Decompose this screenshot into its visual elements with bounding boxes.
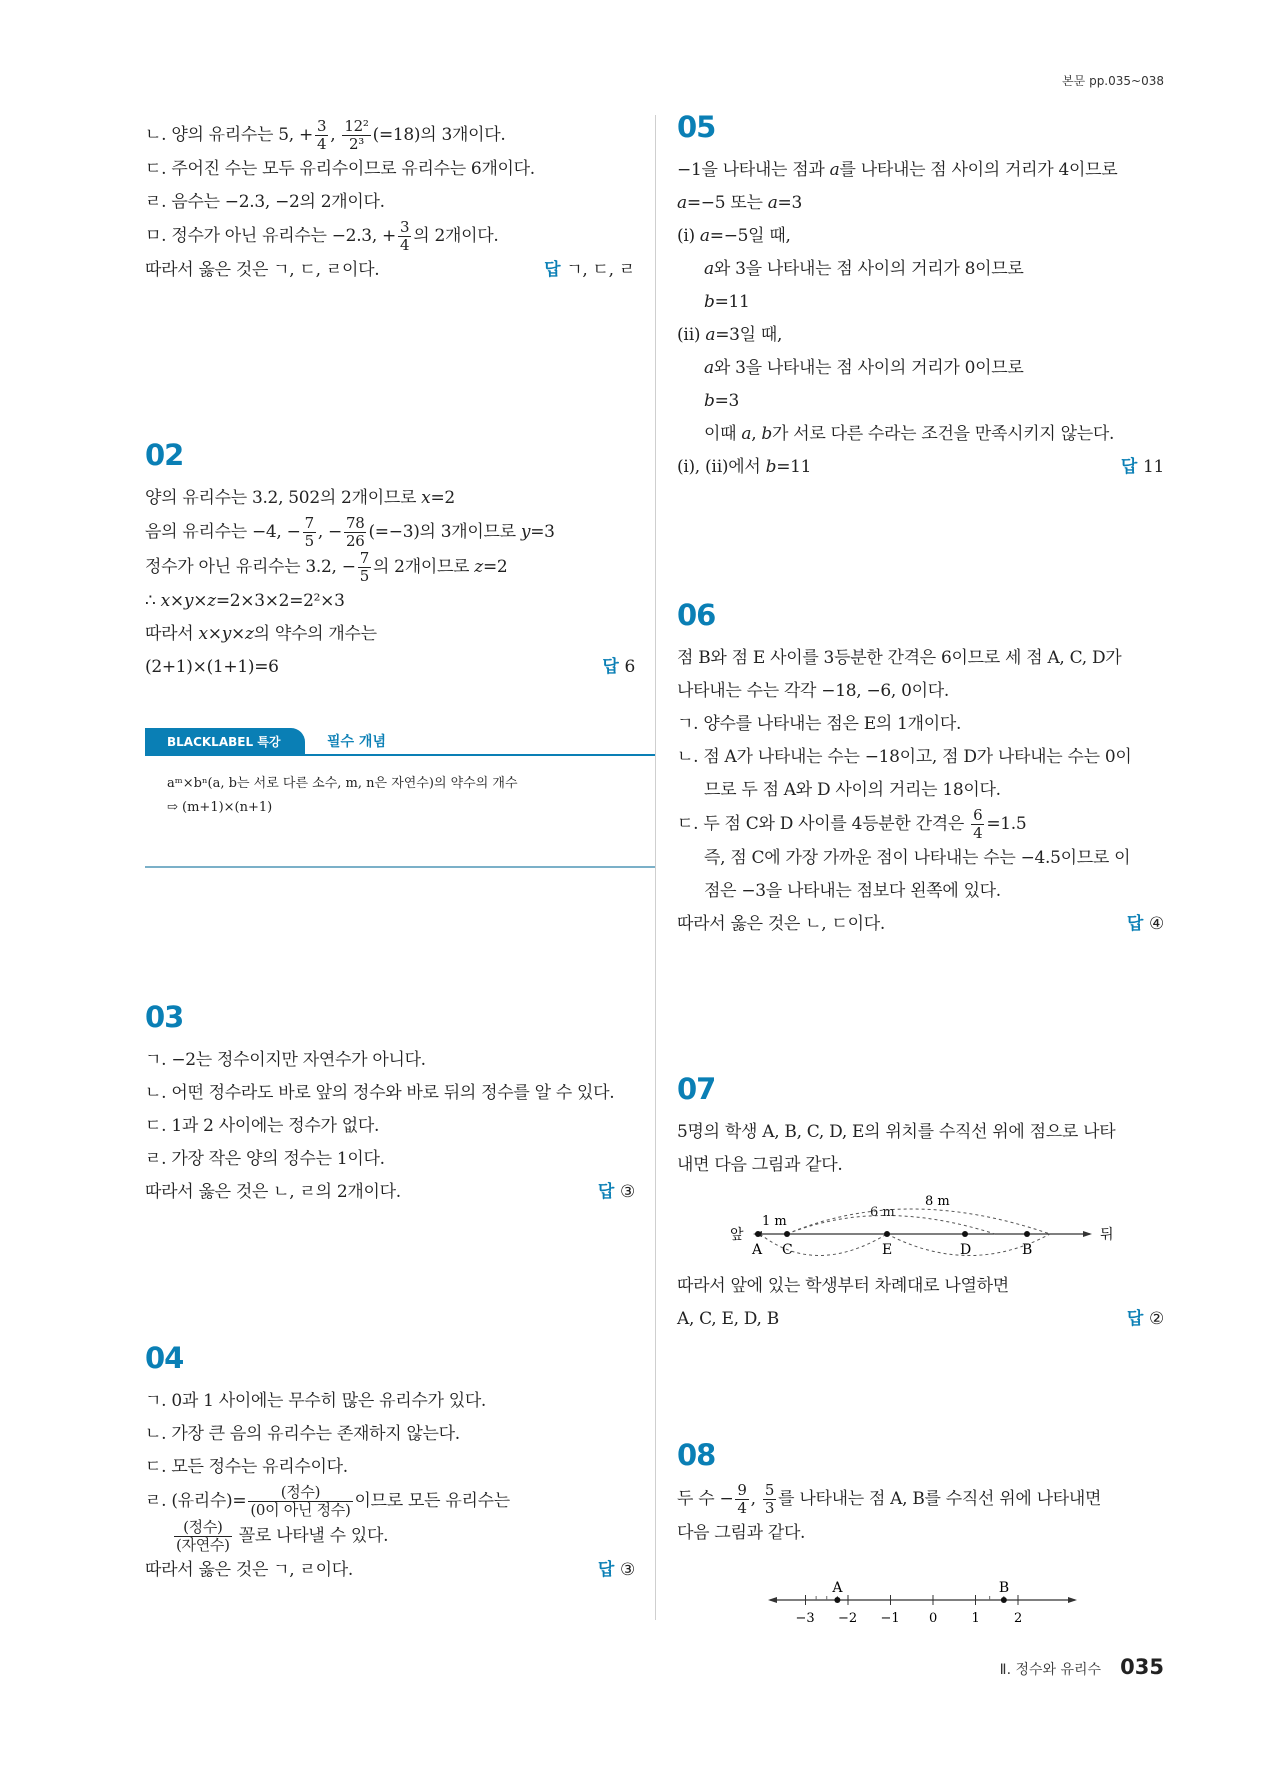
- numerator: 6: [973, 806, 983, 824]
- point-b: [1001, 1597, 1007, 1603]
- text-segment: =2: [482, 557, 508, 577]
- concept-line-1: aᵐ×bⁿ(a, b는 서로 다른 소수, m, n은 자연수)의 약수의 개수: [167, 776, 518, 791]
- front-label: 앞: [730, 1227, 744, 1243]
- text-line: [145, 254, 635, 287]
- fraction: [248, 1484, 352, 1519]
- text-line: [145, 482, 635, 515]
- tick-label: −3: [795, 1611, 815, 1626]
- point-label-e: E: [882, 1242, 893, 1258]
- math-variable: b: [704, 391, 715, 411]
- text-line: [145, 1143, 635, 1176]
- text-segment: (ⅱ): [677, 325, 706, 345]
- text-segment: =2: [430, 488, 455, 508]
- concept-title: 필수 개념: [327, 734, 386, 750]
- math-variable: a: [699, 226, 710, 246]
- text-segment: ×: [231, 624, 245, 644]
- text-segment: 와 3을 나타내는 점 사이의 거리가 8이므로: [713, 259, 1024, 279]
- text-line: [145, 1519, 635, 1554]
- text-segment: 5명의 학생 A, B, C, D, E의 위치를 수직선 위에 점으로 나타: [677, 1122, 1116, 1142]
- text-line: [145, 186, 635, 219]
- text-line: [145, 1418, 635, 1451]
- distance-6m: 6 m: [870, 1205, 895, 1220]
- text-segment: 따라서 옳은 것은 ㄱ, ㄹ이다.: [145, 1560, 353, 1580]
- math-variable: a: [741, 424, 752, 444]
- fraction: [315, 118, 328, 153]
- distance-1m: 1 m: [762, 1214, 787, 1229]
- text-segment: =−5 또는: [686, 193, 768, 213]
- text-segment: 따라서 옳은 것은 ㄴ, ㄹ의 2개이다.: [145, 1182, 401, 1202]
- text-segment: ㄹ. 음수는 −2.3, −2의 2개이다.: [145, 192, 385, 212]
- math-variable: x: [421, 488, 431, 508]
- page-footer: [1000, 1655, 1164, 1679]
- text-segment: 가 서로 다른 수라는 조건을 만족시키지 않는다.: [772, 424, 1115, 444]
- text-segment: 와 3을 나타내는 점 사이의 거리가 0이므로: [713, 358, 1024, 378]
- math-variable: a: [704, 259, 714, 279]
- text-segment: 의 약수의 개수는: [253, 624, 377, 644]
- math-variable: a: [677, 193, 687, 213]
- text-line: [677, 741, 1164, 774]
- problem-number: 02: [145, 438, 184, 472]
- numerator: (정수): [248, 1484, 352, 1502]
- problem-number: 05: [677, 110, 716, 144]
- denominator: 5: [359, 567, 369, 585]
- answer: [598, 1554, 635, 1587]
- point-label-b: B: [1022, 1242, 1033, 1258]
- text-line: [677, 319, 1164, 352]
- problem-number: 04: [145, 1341, 184, 1375]
- denominator: 4: [973, 824, 983, 842]
- text-segment: (ⅰ): [677, 226, 700, 246]
- text-line: [677, 1116, 1164, 1149]
- text-line: [145, 550, 635, 585]
- text-segment: (=−3)의 3개이므로: [368, 522, 521, 542]
- chapter-title: Ⅱ. 정수와 유리수: [999, 1662, 1102, 1678]
- math-variable: y: [221, 624, 232, 644]
- text-segment: 점은 −3을 나타내는 점보다 왼쪽에 있다.: [704, 881, 1001, 901]
- text-segment: ㄱ. 양수를 나타내는 점은 E의 1개이다.: [677, 714, 962, 734]
- solution-06: [677, 598, 1164, 941]
- math-variable: z: [245, 624, 254, 644]
- numerator: 78: [345, 514, 365, 532]
- text-segment: ,: [750, 1489, 761, 1509]
- distance-8m: 8 m: [925, 1194, 950, 1209]
- text-segment: ㄴ. 어떤 정수라도 바로 앞의 정수와 바로 뒤의 정수를 알 수 있다.: [145, 1083, 615, 1103]
- text-line: [677, 352, 1164, 385]
- denominator: 2³: [349, 135, 364, 153]
- text-segment: ㄴ. 가장 큰 음의 유리수는 존재하지 않는다.: [145, 1424, 460, 1444]
- text-segment: ㄷ. 주어진 수는 모두 유리수이므로 유리수는 6개이다.: [145, 159, 535, 179]
- text-line: [677, 642, 1164, 675]
- answer-label: 답: [602, 657, 619, 677]
- text-line: [677, 187, 1164, 220]
- answer: [1127, 1303, 1164, 1336]
- text-segment: ㄷ. 두 점 C와 D 사이를 4등분한 간격은: [677, 814, 970, 834]
- text-segment: 내면 다음 그림과 같다.: [677, 1155, 843, 1175]
- text-line: [677, 253, 1164, 286]
- fraction: [174, 1519, 232, 1554]
- answer-value: ③: [620, 1560, 635, 1580]
- tick-label: −1: [880, 1611, 900, 1626]
- text-segment: =2×3×2=2²×3: [215, 591, 345, 611]
- point-label-a: A: [832, 1580, 843, 1596]
- text-segment: 므로 두 점 A와 D 사이의 거리는 18이다.: [704, 780, 1001, 800]
- text-line: [677, 807, 1164, 842]
- text-segment: 정수가 아닌 유리수는 3.2, −: [145, 557, 356, 577]
- text-line: [677, 385, 1164, 418]
- solution-05: [677, 110, 1164, 484]
- text-line: [677, 154, 1164, 187]
- text-segment: =1.5: [986, 814, 1027, 834]
- numerator: 5: [764, 1481, 775, 1499]
- text-line: [145, 153, 635, 186]
- text-segment: ㄱ. 0과 1 사이에는 무수히 많은 유리수가 있다.: [145, 1391, 487, 1411]
- answer: [1121, 451, 1164, 484]
- text-segment: ×: [193, 591, 208, 611]
- text-segment: 음의 유리수는 −4, −: [145, 522, 301, 542]
- denominator: 5: [304, 532, 314, 550]
- answer: [1127, 908, 1164, 941]
- tick-label: −2: [838, 1611, 858, 1626]
- text-segment: ㄴ. 점 A가 나타내는 수는 −18이고, 점 D가 나타내는 수는 0이: [677, 747, 1132, 767]
- fraction: [971, 807, 984, 842]
- text-line: [145, 618, 635, 651]
- answer-label: 답: [597, 1560, 615, 1580]
- fraction: [398, 219, 411, 254]
- fraction: [763, 1482, 776, 1517]
- text-line: [677, 842, 1164, 875]
- text-segment: 따라서 앞에 있는 학생부터 차례대로 나열하면: [677, 1276, 1009, 1296]
- numerator: (정수): [174, 1519, 232, 1537]
- math-variable: a: [767, 193, 778, 213]
- page-header-range: 본문 pp.035~038: [1062, 74, 1164, 88]
- point-label-b: B: [998, 1580, 1010, 1596]
- numerator: 3: [399, 218, 410, 236]
- answer: [602, 651, 635, 684]
- point-label-d: D: [960, 1242, 972, 1258]
- math-variable: b: [761, 424, 773, 444]
- text-segment: ㄹ. 가장 작은 양의 정수는 1이다.: [145, 1149, 385, 1169]
- answer-label: 답: [1126, 1309, 1144, 1329]
- text-segment: =3: [714, 391, 740, 411]
- text-line: [677, 220, 1164, 253]
- text-segment: ,: [751, 424, 762, 444]
- text-segment: =3: [530, 522, 555, 542]
- problem-number: 07: [677, 1072, 716, 1106]
- text-segment: =3일 때,: [715, 325, 783, 345]
- answer-value: ④: [1149, 914, 1164, 934]
- math-variable: x: [198, 624, 208, 644]
- text-line: [145, 1077, 635, 1110]
- answer: [544, 254, 635, 287]
- denominator: (0이 아닌 정수): [250, 1501, 351, 1519]
- solution-08: [677, 1438, 1164, 1550]
- text-line: [677, 451, 1164, 484]
- numerator: 7: [359, 549, 369, 567]
- text-line: [677, 908, 1164, 941]
- text-segment: −1을 나타내는 점과: [677, 160, 830, 180]
- denominator: 4: [316, 135, 327, 153]
- text-segment: 즉, 점 C에 가장 가까운 점이 나타내는 수는 −4.5이므로 이: [704, 848, 1131, 868]
- text-line: [145, 1554, 635, 1587]
- text-segment: A, C, E, D, B: [677, 1309, 779, 1329]
- point-label-a: A: [752, 1242, 763, 1258]
- blacklabel-tab: BLACKLABEL 특강: [145, 728, 305, 756]
- math-variable: b: [765, 457, 777, 477]
- text-line: [145, 219, 635, 254]
- denominator: 26: [345, 532, 365, 550]
- answer-value: ③: [620, 1182, 635, 1202]
- numerator: 3: [316, 117, 327, 135]
- solution-02: [145, 438, 635, 684]
- problem-number: 08: [677, 1438, 716, 1472]
- page-number: 035: [1120, 1655, 1164, 1679]
- student-position-diagram: [720, 1192, 1140, 1272]
- text-segment: ㄷ. 모든 정수는 유리수이다.: [145, 1457, 348, 1477]
- solution-03: [145, 1000, 635, 1209]
- text-segment: 따라서 옳은 것은 ㄴ, ㄷ이다.: [677, 914, 885, 934]
- text-segment: =3: [777, 193, 803, 213]
- denominator: 4: [399, 236, 410, 254]
- text-segment: =11: [776, 457, 812, 477]
- fraction: [358, 550, 371, 585]
- text-line: [145, 118, 635, 153]
- denominator: 3: [764, 1499, 775, 1517]
- math-variable: a: [704, 358, 714, 378]
- answer-value: 6: [624, 657, 635, 677]
- number-line-diagram: [765, 1580, 1095, 1635]
- text-line: [145, 1044, 635, 1077]
- denominator: (자연수): [176, 1536, 230, 1554]
- text-line: [677, 1482, 1164, 1517]
- text-segment: 다음 그림과 같다.: [677, 1523, 806, 1543]
- answer: [598, 1176, 635, 1209]
- math-variable: z: [207, 591, 216, 611]
- text-segment: ㄱ. −2는 정수이지만 자연수가 아니다.: [145, 1050, 426, 1070]
- math-variable: y: [183, 591, 194, 611]
- text-segment: , −: [317, 522, 342, 542]
- text-segment: 를 나타내는 점 사이의 거리가 4이므로: [839, 160, 1118, 180]
- numerator: 12²: [344, 117, 369, 135]
- answer-value: 11: [1142, 457, 1164, 477]
- text-line: [145, 651, 635, 684]
- back-label: 뒤: [1100, 1227, 1114, 1243]
- text-segment: (=18)의 3개이다.: [372, 125, 506, 145]
- text-line: [677, 1149, 1164, 1182]
- answer-label: 답: [1126, 914, 1144, 934]
- text-segment: ㄷ. 1과 2 사이에는 정수가 없다.: [145, 1116, 380, 1136]
- text-segment: =11: [714, 292, 750, 312]
- fraction: [344, 515, 367, 550]
- problem-number: 03: [145, 1000, 184, 1034]
- text-segment: 따라서: [145, 624, 199, 644]
- text-line: [145, 1385, 635, 1418]
- text-segment: 양의 유리수는 3.2, 502의 2개이므로: [145, 488, 422, 508]
- point-a: [834, 1597, 840, 1603]
- tick-label: 0: [929, 1611, 938, 1626]
- text-line: [145, 1110, 635, 1143]
- fraction: [735, 1482, 748, 1517]
- denominator: 4: [737, 1499, 747, 1517]
- math-variable: b: [704, 292, 715, 312]
- tick-label: 1: [971, 1611, 980, 1626]
- text-segment: ㅁ. 정수가 아닌 유리수는 −2.3, +: [145, 226, 396, 246]
- text-line: [677, 708, 1164, 741]
- text-line: [677, 418, 1164, 451]
- text-segment: =−5일 때,: [709, 226, 791, 246]
- answer-label: 답: [544, 260, 561, 280]
- text-segment: 이므로 모든 유리수는: [354, 1491, 510, 1511]
- solution-01-continued: [145, 118, 635, 287]
- text-line: [677, 774, 1164, 807]
- solution-04: [145, 1341, 635, 1587]
- text-segment: 의 2개이므로: [372, 557, 475, 577]
- tick-label: 2: [1014, 1611, 1023, 1626]
- text-line: [677, 875, 1164, 908]
- text-line: [145, 1484, 635, 1519]
- text-segment: 의 2개이다.: [413, 226, 499, 246]
- text-line: [677, 1303, 1164, 1336]
- answer-label: 답: [1120, 457, 1137, 477]
- text-segment: 꼴로 나타낼 수 있다.: [233, 1526, 389, 1546]
- fraction: [303, 515, 316, 550]
- text-line: [145, 1176, 635, 1209]
- text-line: [145, 585, 635, 618]
- text-segment: 점 B와 점 E 사이를 3등분한 간격은 6이므로 세 점 A, C, D가: [677, 648, 1122, 668]
- column-divider: [655, 115, 656, 1620]
- text-segment: 를 나타내는 점 A, B를 수직선 위에 나타내면: [778, 1489, 1102, 1509]
- math-variable: a: [829, 160, 840, 180]
- math-variable: a: [705, 325, 716, 345]
- concept-line-2: ⇨ (m+1)×(n+1): [167, 800, 273, 815]
- text-segment: ∴: [145, 591, 161, 611]
- problem-number: 06: [677, 598, 716, 632]
- text-segment: 나타내는 수는 각각 −18, −6, 0이다.: [677, 681, 950, 701]
- numerator: 9: [737, 1481, 747, 1499]
- blacklabel-concept-box: [145, 734, 655, 868]
- answer-value: ㄱ, ㄷ, ㄹ: [566, 260, 635, 280]
- text-line: [677, 675, 1164, 708]
- text-segment: 두 수 −: [677, 1489, 734, 1509]
- math-variable: y: [520, 522, 531, 542]
- text-line: [145, 515, 635, 550]
- text-line: [677, 1517, 1164, 1550]
- answer-label: 답: [597, 1182, 615, 1202]
- text-segment: ㄹ. (유리수)=: [145, 1491, 247, 1511]
- text-segment: ×: [207, 624, 222, 644]
- text-line: [145, 1451, 635, 1484]
- text-segment: 이때: [704, 424, 742, 444]
- fraction: [342, 118, 370, 153]
- answer-value: ②: [1149, 1309, 1164, 1329]
- math-variable: x: [160, 591, 170, 611]
- text-segment: (2+1)×(1+1)=6: [145, 657, 279, 677]
- text-segment: ,: [330, 125, 341, 145]
- text-segment: (ⅰ), (ⅱ)에서: [677, 457, 766, 477]
- text-segment: 따라서 옳은 것은 ㄱ, ㄷ, ㄹ이다.: [145, 260, 380, 280]
- text-line: [677, 286, 1164, 319]
- text-segment: ㄴ. 양의 유리수는 5, +: [145, 125, 313, 145]
- point-label-c: C: [782, 1242, 793, 1258]
- numerator: 7: [304, 514, 314, 532]
- math-variable: z: [474, 557, 483, 577]
- text-segment: ×: [169, 591, 184, 611]
- text-line: [677, 1270, 1164, 1303]
